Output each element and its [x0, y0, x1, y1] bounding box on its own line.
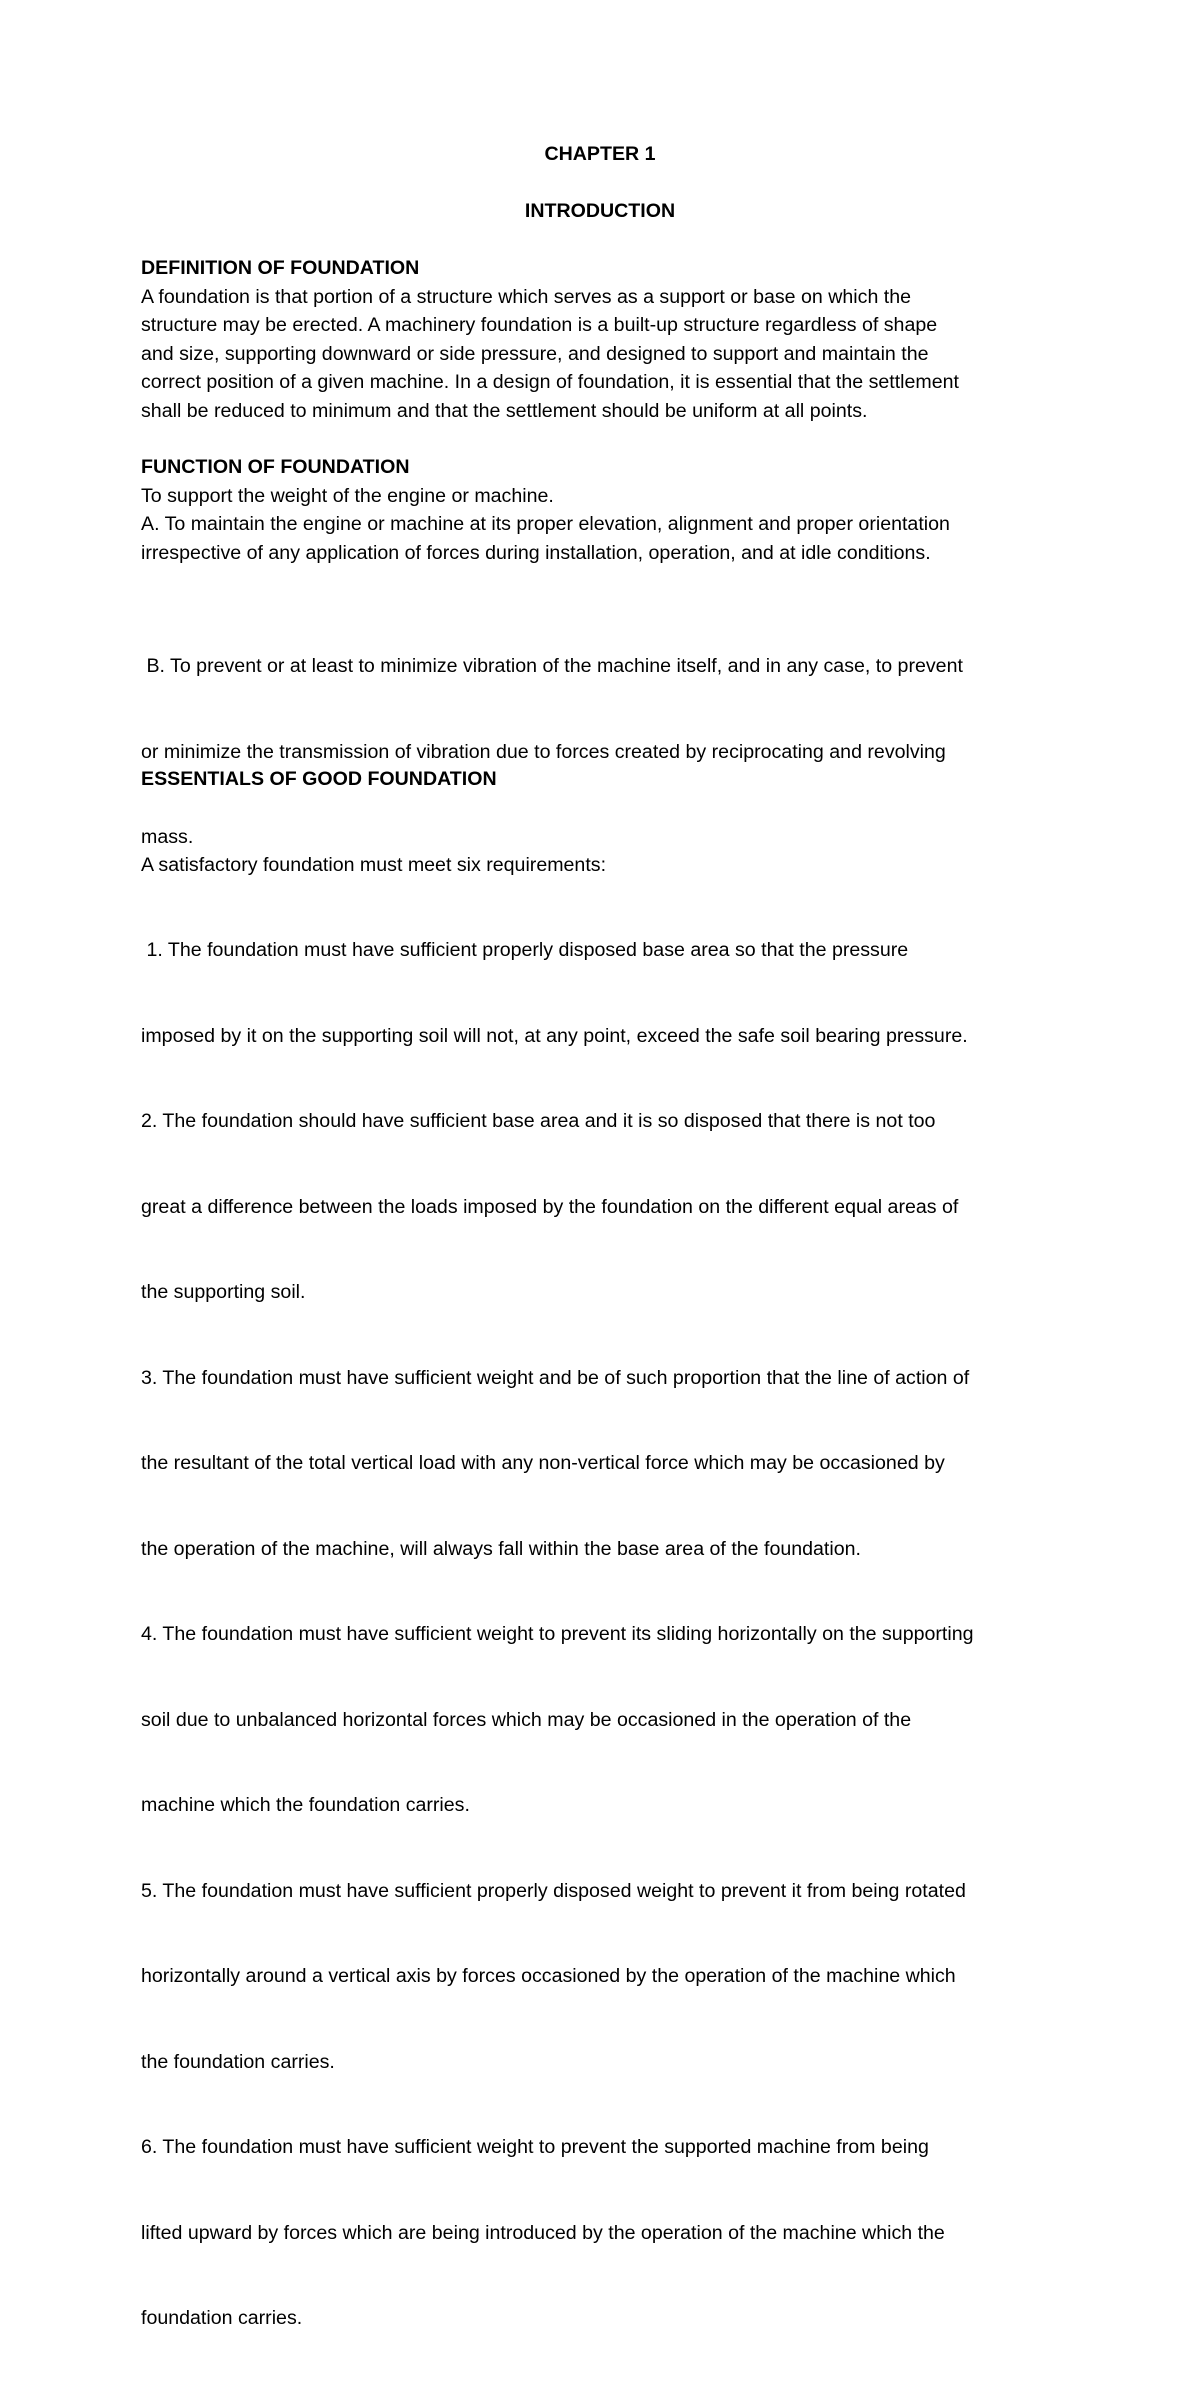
essentials-line: horizontally around a vertical axis by forces occasioned by the operation of the machine which	[141, 1965, 956, 1987]
essentials-section	[141, 708, 1071, 2390]
essentials-line: 4. The foundation must have sufficient weight to prevent its sliding horizontally on the supporting	[141, 1623, 974, 1645]
section-title: INTRODUCTION	[524, 200, 676, 222]
function-line: A. To maintain the engine or machine at its proper elevation, alignment and proper orientation	[141, 513, 950, 535]
chapter-title: CHAPTER 1	[544, 143, 656, 165]
function-b-line: or minimize the transmission of vibration due to forces created by reciprocating and revolving	[141, 740, 946, 763]
essentials-line: 1. The foundation must have sufficient properly disposed base area so that the pressure	[141, 939, 909, 961]
function-heading: FUNCTION OF FOUNDATION	[141, 456, 410, 478]
essentials-line: 2. The foundation should have sufficient base area and it is so disposed that there is not too	[141, 1110, 936, 1132]
function-section	[141, 453, 1071, 567]
essentials-line: 5. The foundation must have sufficient properly disposed weight to prevent it from being rotated	[141, 1879, 966, 1902]
definition-line: structure may be erected. A machinery foundation is a built-up structure regardless of shape	[141, 314, 938, 336]
definition-heading: DEFINITION OF FOUNDATION	[141, 257, 420, 279]
function-b-line: B. To prevent or at least to minimize vibration of the machine itself, and in any case, to prevent	[141, 655, 963, 677]
function-line: irrespective of any application of forces during installation, operation, and at idle conditions.	[141, 541, 931, 564]
definition-line: and size, supporting downward or side pressure, and designed to support and maintain the	[141, 342, 929, 365]
essentials-line: soil due to unbalanced horizontal forces which may be occasioned in the operation of the	[141, 1708, 912, 1731]
essentials-line: the foundation carries.	[141, 2050, 335, 2073]
essentials-line: the resultant of the total vertical load with any non-vertical force which may be occasioned by	[141, 1452, 945, 1474]
essentials-line: the supporting soil.	[141, 1281, 306, 1303]
function-line: To support the weight of the engine or machine.	[141, 484, 554, 507]
essentials-line: the operation of the machine, will always fall within the base area of the foundation.	[141, 1537, 861, 1560]
definition-section	[141, 254, 1071, 425]
essentials-line: lifted upward by forces which are being introduced by the operation of the machine which the	[141, 2221, 945, 2244]
essentials-line: great a difference between the loads imposed by the foundation on the different equal areas of	[141, 1195, 959, 1218]
essentials-line: foundation carries.	[141, 2307, 303, 2329]
essentials-line: A satisfactory foundation must meet six requirements:	[141, 853, 607, 876]
essentials-line: 3. The foundation must have sufficient weight and be of such proportion that the line of action of	[141, 1366, 970, 1389]
function-b-line: mass.	[141, 826, 194, 848]
essentials-line: 6. The foundation must have sufficient weight to prevent the supported machine from being	[141, 2136, 929, 2158]
definition-line: shall be reduced to minimum and that the settlement should be uniform at all points.	[141, 399, 868, 422]
definition-line: A foundation is that portion of a structure which serves as a support or base on which the	[141, 285, 912, 308]
essentials-line: imposed by it on the supporting soil will not, at any point, exceed the safe soil bearing pressure.	[141, 1024, 968, 1047]
definition-line: correct position of a given machine. In a design of foundation, it is essential that the settlement	[141, 371, 959, 393]
essentials-line: machine which the foundation carries.	[141, 1794, 470, 1816]
essentials-heading: ESSENTIALS OF GOOD FOUNDATION	[141, 768, 497, 790]
